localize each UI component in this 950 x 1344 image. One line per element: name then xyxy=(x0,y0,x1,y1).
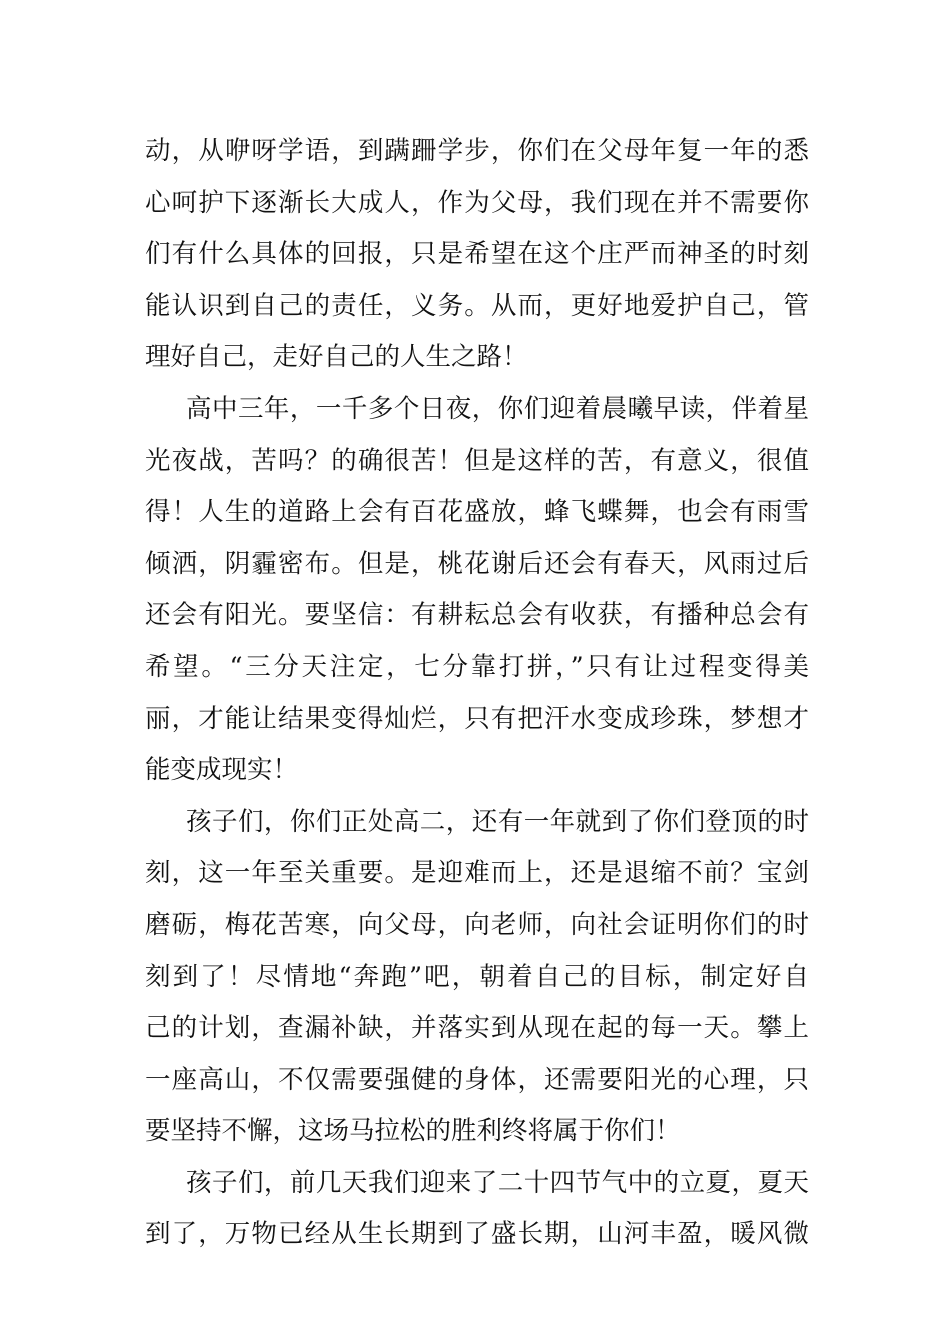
text-line: 理好自己，走好自己的人生之路！ xyxy=(145,342,528,373)
text-line: 光夜战，苦吗？的确很苦！但是这样的苦，有意义，很值 xyxy=(145,445,809,476)
text-line: 倾洒，阴霾密布。但是，桃花谢后还会有春天，风雨过后 xyxy=(145,548,809,579)
text-line: 希望。“三分天注定，七分靠打拼，”只有让过程变得美 xyxy=(145,651,809,682)
text-line: 能变成现实！ xyxy=(145,755,299,786)
text-line: 们有什么具体的回报，只是希望在这个庄严而神圣的时刻 xyxy=(145,239,809,270)
text-line: 得！人生的道路上会有百花盛放，蜂飞蝶舞，也会有雨雪 xyxy=(145,497,809,528)
text-line: 能认识到自己的责任，义务。从而，更好地爱护自己，管 xyxy=(145,290,809,321)
text-line: 孩子们，前几天我们迎来了二十四节气中的立夏，夏天 xyxy=(186,1167,809,1198)
text-line: 刻，这一年至关重要。是迎难而上，还是退缩不前？宝剑 xyxy=(145,858,809,889)
paragraph xyxy=(145,1158,809,1261)
text-line: 心呵护下逐渐长大成人，作为父母，我们现在并不需要你 xyxy=(145,187,809,218)
paragraph xyxy=(145,797,809,1158)
text-line: 刻到了！尽情地“奔跑”吧，朝着自己的目标，制定好自 xyxy=(145,961,809,992)
text-line: 己的计划，查漏补缺，并落实到从现在起的每一天。攀上 xyxy=(145,1013,809,1044)
text-line: 高中三年，一千多个日夜，你们迎着晨曦早读，伴着星 xyxy=(186,393,809,424)
text-line: 磨砺，梅花苦寒，向父母，向老师，向社会证明你们的时 xyxy=(145,909,809,940)
text-line: 动，从咿呀学语，到蹒跚学步，你们在父母年复一年的悉 xyxy=(145,136,809,166)
text-line: 孩子们，你们正处高二，还有一年就到了你们登顶的时 xyxy=(186,806,809,837)
text-line: 到了，万物已经从生长期到了盛长期，山河丰盈，暖风微 xyxy=(145,1219,809,1250)
paragraph xyxy=(145,384,809,797)
text-line: 还会有阳光。要坚信：有耕耘总会有收获，有播种总会有 xyxy=(145,600,809,631)
document-body xyxy=(145,126,809,1261)
paragraph xyxy=(145,126,809,384)
text-line: 一座高山，不仅需要强健的身体，还需要阳光的心理，只 xyxy=(145,1064,809,1095)
text-line: 要坚持不懈，这场马拉松的胜利终将属于你们！ xyxy=(145,1116,681,1147)
text-line: 丽，才能让结果变得灿烂，只有把汗水变成珍珠，梦想才 xyxy=(145,703,809,734)
